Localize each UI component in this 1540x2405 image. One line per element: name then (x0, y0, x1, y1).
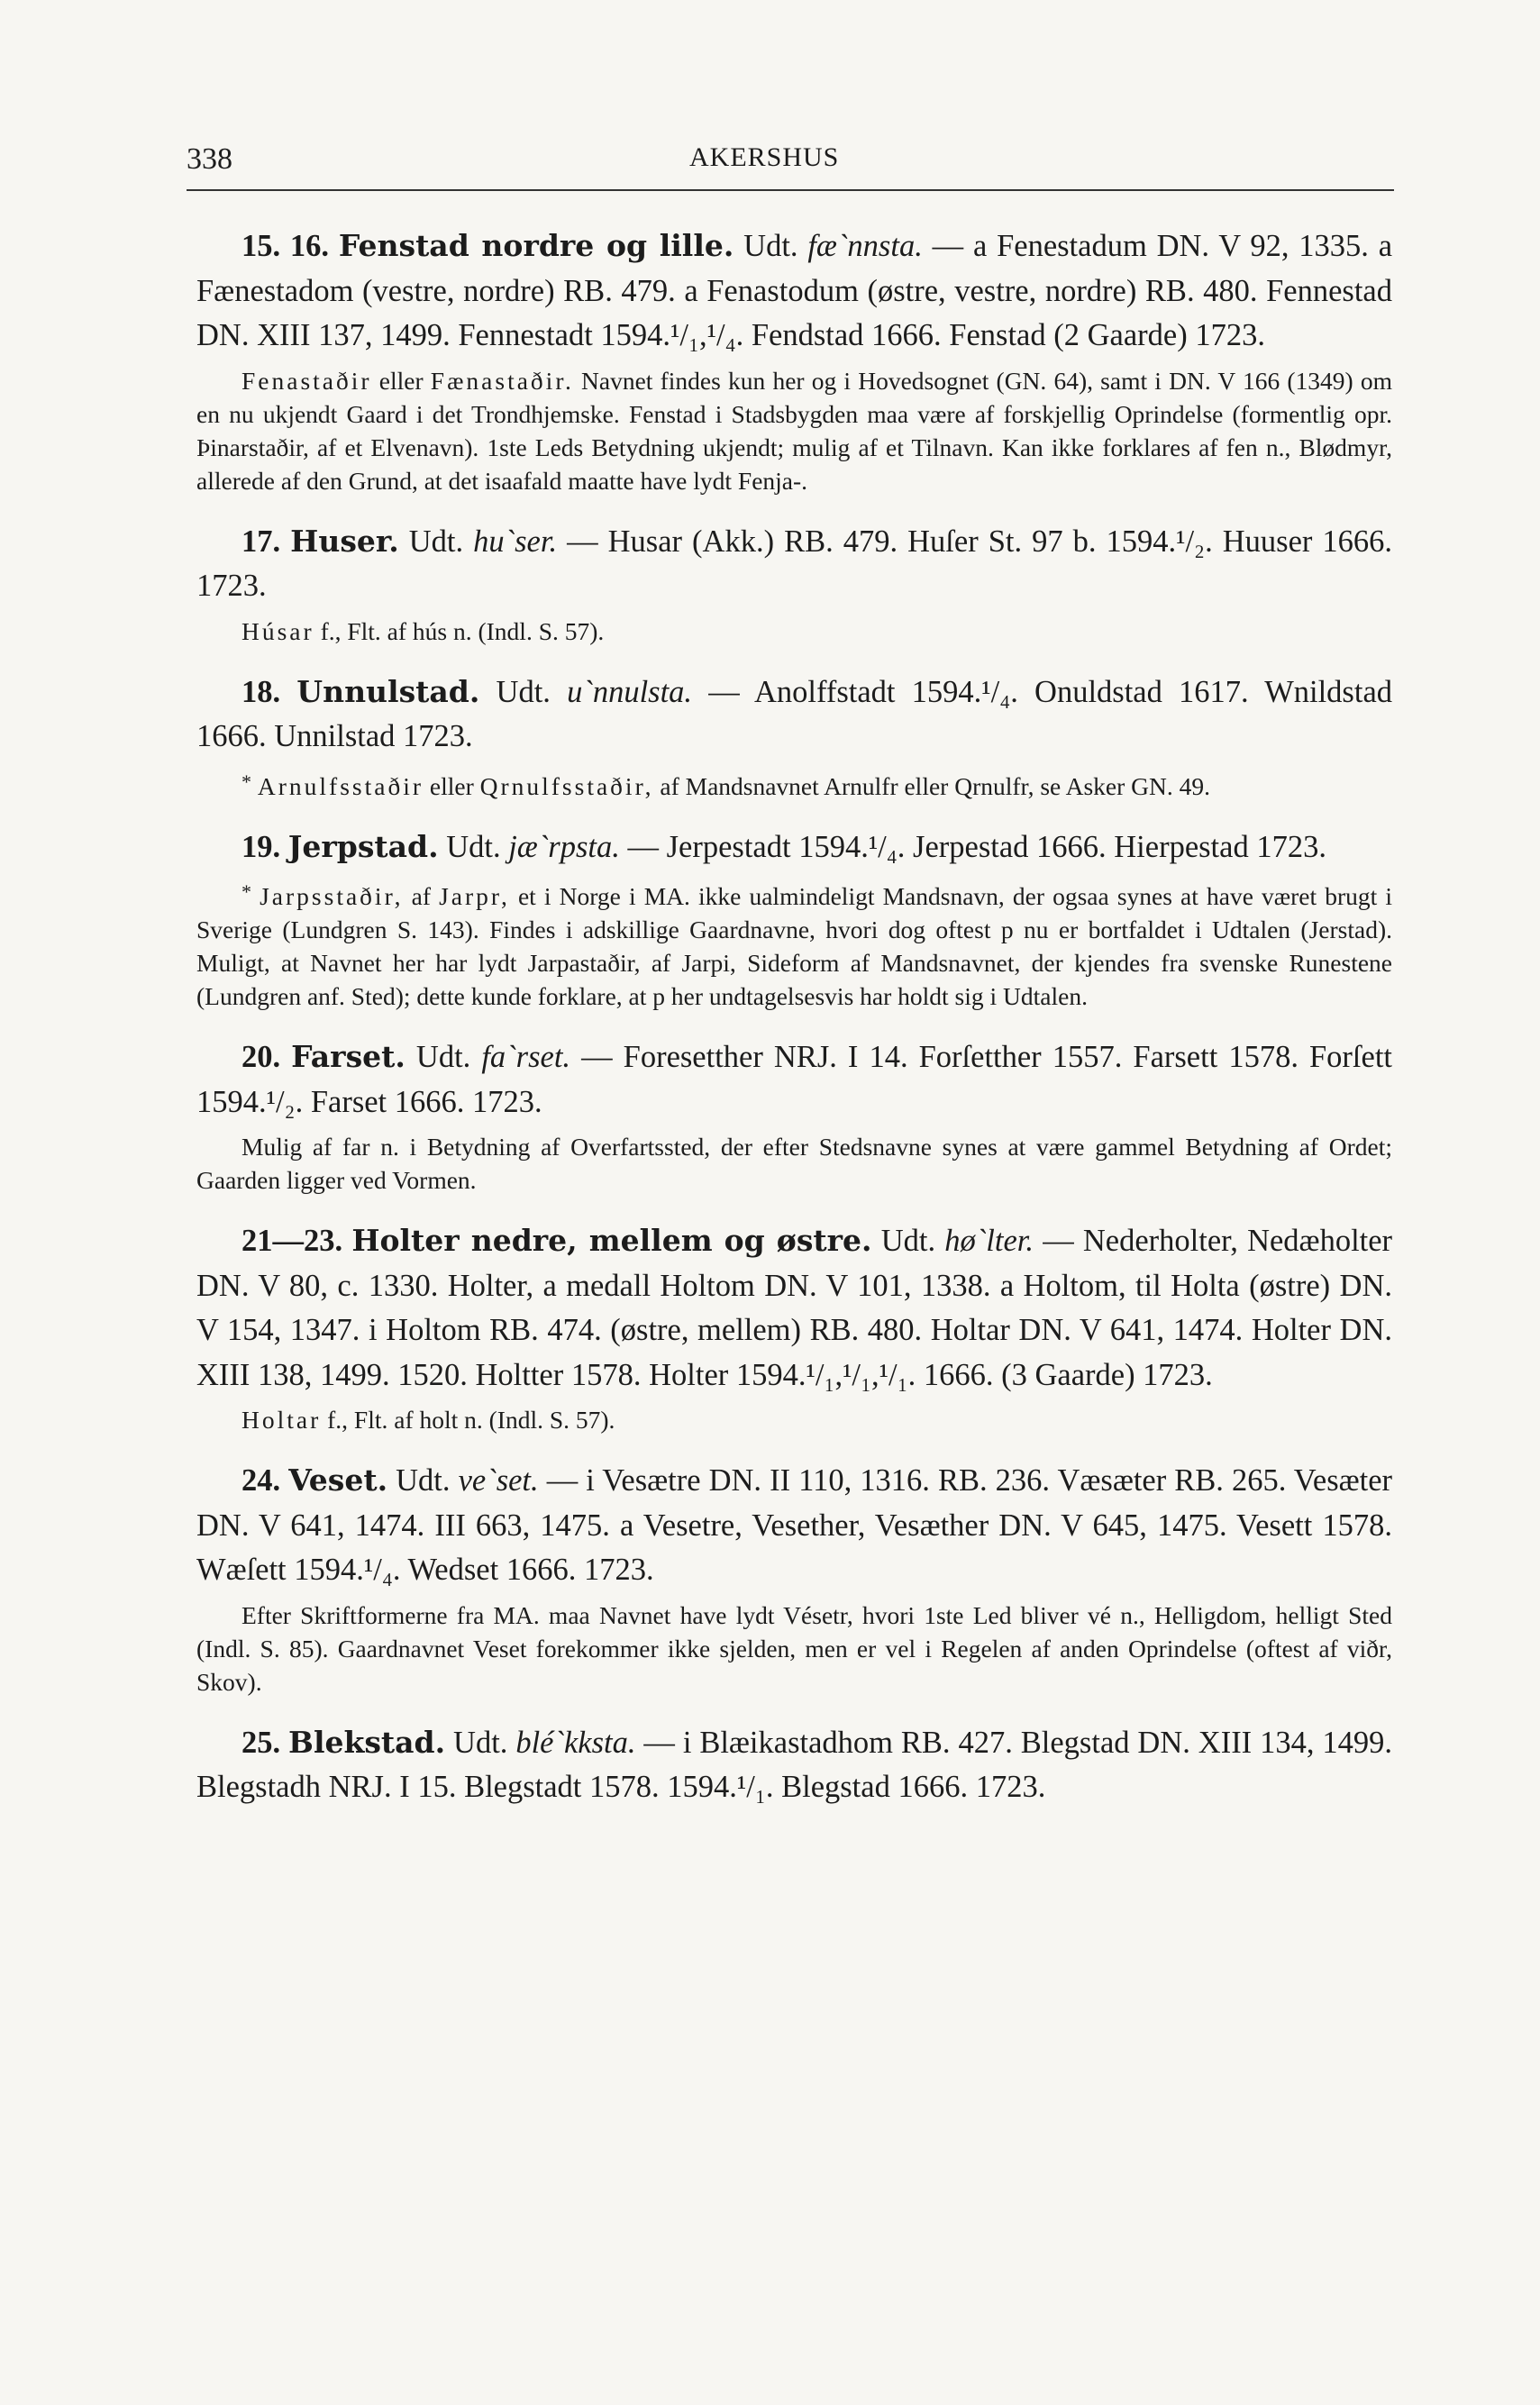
udt-label: Udt. (408, 524, 464, 559)
note-connector: eller (378, 366, 424, 395)
pronunciation: jæ`rpsta. (508, 829, 620, 864)
farm-name: Huser. (290, 523, 399, 559)
pronunciation: ve`set. (458, 1463, 539, 1498)
note-connector: eller (429, 771, 474, 800)
reconstruction-mark: * (241, 880, 251, 903)
udt-label: Udt. (743, 229, 798, 263)
note-lead: Arnulfsstaðir (257, 771, 424, 800)
note-lead-alt: Qrnulfsstaðir, (479, 771, 654, 800)
reconstruction-mark: * (241, 770, 251, 793)
entry-forms: — i Vesætre DN. II 110, 1316. RB. 236. Væsæter RB. 265. Vesæter DN. V 641, 1474. III 663, 1475. a Vesetre, Vesether, Vesæther DN. V 645, 1475. Vesett 1578. Wæſett 1594.¹/₄. Wedset 1666. 1723. (196, 1463, 1393, 1587)
entry-24 (196, 1458, 1392, 1593)
entry-note (196, 364, 1392, 497)
page-number: 338 (187, 142, 232, 176)
note-lead: Holtar (241, 1406, 322, 1434)
note-text: f., Flt. af holt n. (Indl. S. 57). (327, 1406, 615, 1434)
udt-label: Udt. (415, 1040, 471, 1074)
udt-label: Udt. (453, 1725, 508, 1760)
note-text: f., Flt. af hús n. (Indl. S. 57). (320, 616, 605, 645)
running-title: AKERSHUS (689, 142, 840, 172)
entry-number: 21—23. (241, 1224, 343, 1258)
note-text: et i Norge i MA. ikke ualmindeligt Mandsnavn, der ogsaa synes at have været brugt i Sverige (Lundgren S. 143). Findes i adskillige Gaardnavne, hvori dog oftest p nu er bortfaldet i Udtalen (Jerstad). Muligt, at Navnet her har lydt Jarpastaðir, af Jarpi, Sideform af Mandsnavnet, der kjendes fra svenske Runestene (Lundgren anf. Sted); dette kunde forklare, at p her undtagelsesvis har holdt sig i Udtalen. (196, 882, 1393, 1010)
entry-note (196, 765, 1392, 803)
note-lead: Húsar (241, 616, 314, 645)
entry-note (196, 615, 1392, 648)
page-header (187, 135, 1394, 191)
note-connector: af (411, 882, 431, 910)
udt-label: Udt. (446, 829, 501, 864)
note-lead: Jarpsstaðir, (260, 882, 404, 910)
farm-name: Jerpstad. (287, 828, 439, 864)
entry-15-16 (196, 223, 1392, 359)
udt-label: Udt. (496, 674, 551, 709)
farm-name: Veset. (288, 1462, 388, 1498)
pronunciation: fa`rset. (481, 1040, 571, 1074)
entry-forms: — Husar (Akk.) RB. 479. Huſer St. 97 b. 1594.¹/₂. Huuser 1666. 1723. (196, 524, 1393, 603)
entry-number: 24. (241, 1463, 281, 1498)
entry-number: 18. (241, 674, 281, 709)
entry-forms: — a Fenestadum DN. V 92, 1335. a Fænestadom (vestre, nordre) RB. 479. a Fenastodum (østre, vestre, nordre) RB. 480. Fennestad DN. XIII 137, 1499. Fennestadt 1594.¹/₁,¹/₄. Fendstad 1666. Fenstad (2 Gaarde) 1723. (196, 229, 1393, 352)
pronunciation: u`nnulsta. (567, 674, 693, 709)
entry-number: 20. (241, 1040, 281, 1074)
entry-18 (196, 670, 1392, 760)
entry-21-23 (196, 1218, 1392, 1398)
entry-number: 17. (241, 524, 281, 559)
entry-note (196, 1130, 1392, 1197)
entry-17 (196, 519, 1392, 609)
entry-19 (196, 824, 1392, 870)
entry-20 (196, 1034, 1392, 1125)
note-text: af Mandsnavnet Arnulfr eller Qrnulfr, se Asker GN. 49. (660, 771, 1210, 800)
entry-note (196, 1599, 1392, 1699)
note-text: Mulig af far n. i Betydning af Overfartssted, der efter Stedsnavne synes at være gammel Betydning af Ordet; Gaarden ligger ved Vormen. (196, 1133, 1392, 1194)
note-lead-alt: Fænastaðir. (430, 366, 574, 395)
entry-forms: — Foresetther NRJ. I 14. Forſetther 1557. Farsett 1578. Forſett 1594.¹/₂. Farset 1666. 1723. (196, 1040, 1392, 1119)
note-text: Efter Skriftformerne fra MA. maa Navnet have lydt Vésetr, hvori 1ste Led bliver vé n., Helligdom, helligt Sted (Indl. S. 85). Gaardnavnet Veset forekommer ikke sjelden, men er vel i Regelen af anden Oprindelse (oftest af viðr, Skov). (196, 1600, 1392, 1696)
farm-name: Blekstad. (288, 1724, 446, 1760)
pronunciation: hu`ser. (473, 524, 558, 559)
entry-number: 19. (241, 829, 281, 864)
note-text: Navnet findes kun her og i Hovedsognet (GN. 64), samt i DN. V 166 (1349) om en nu ukjendt Gaard i det Trondhjemske. Fenstad i Stadsbygden maa være af forskjellig Oprindelse (formentlig opr. Þinarstaðir, af et Elvenavn). 1ste Leds Betydning ukjendt; mulig af et Tilnavn. Kan ikke forklares af fen n., Blødmyr, allerede af den Grund, at det isaafald maatte have lydt Fenja-. (196, 366, 1393, 495)
farm-name: Farset. (291, 1039, 406, 1074)
entry-number: 15. 16. (241, 229, 330, 263)
pronunciation: blé`kksta. (515, 1725, 636, 1760)
page-body (196, 223, 1392, 1810)
pronunciation: hø`lter. (944, 1224, 1034, 1258)
entry-forms: — Nederholter, Nedæholter DN. V 80, c. 1330. Holter, a medall Holtom DN. V 101, 1338. a Holtom, til Holta (østre) DN. V 154, 1347. i Holtom RB. 474. (østre, mellem) RB. 480. Holtar DN. V 641, 1474. Holter DN. XIII 138, 1499. 1520. Holtter 1578. Holter 1594.¹/₁,¹/₁,¹/₁. 1666. (3 Gaarde) 1723. (196, 1224, 1393, 1392)
udt-label: Udt. (880, 1224, 936, 1258)
farm-name: Fenstad nordre og lille. (338, 228, 734, 263)
note-lead-alt: Jarpr, (439, 882, 510, 910)
pronunciation: fæ`nnsta. (807, 229, 923, 263)
farm-name: Holter nedre, mellem og østre. (351, 1223, 872, 1258)
entry-forms: — Jerpestadt 1594.¹/₄. Jerpestad 1666. Hierpestad 1723. (627, 829, 1326, 864)
entry-25 (196, 1720, 1392, 1810)
entry-forms: — i Blæikastadhom RB. 427. Blegstad DN. XIII 134, 1499. Blegstadh NRJ. I 15. Blegstadt 1578. 1594.¹/₁. Blegstad 1666. 1723. (196, 1725, 1393, 1804)
udt-label: Udt. (396, 1463, 451, 1498)
entry-note (196, 1403, 1392, 1436)
note-lead: Fenastaðir (241, 366, 372, 395)
entry-forms: — Anolffstadt 1594.¹/₄. Onuldstad 1617. Wnildstad 1666. Unnilstad 1723. (196, 674, 1393, 753)
farm-name: Unnulstad. (296, 673, 480, 709)
entry-number: 25. (241, 1725, 281, 1760)
entry-note (196, 875, 1392, 1013)
